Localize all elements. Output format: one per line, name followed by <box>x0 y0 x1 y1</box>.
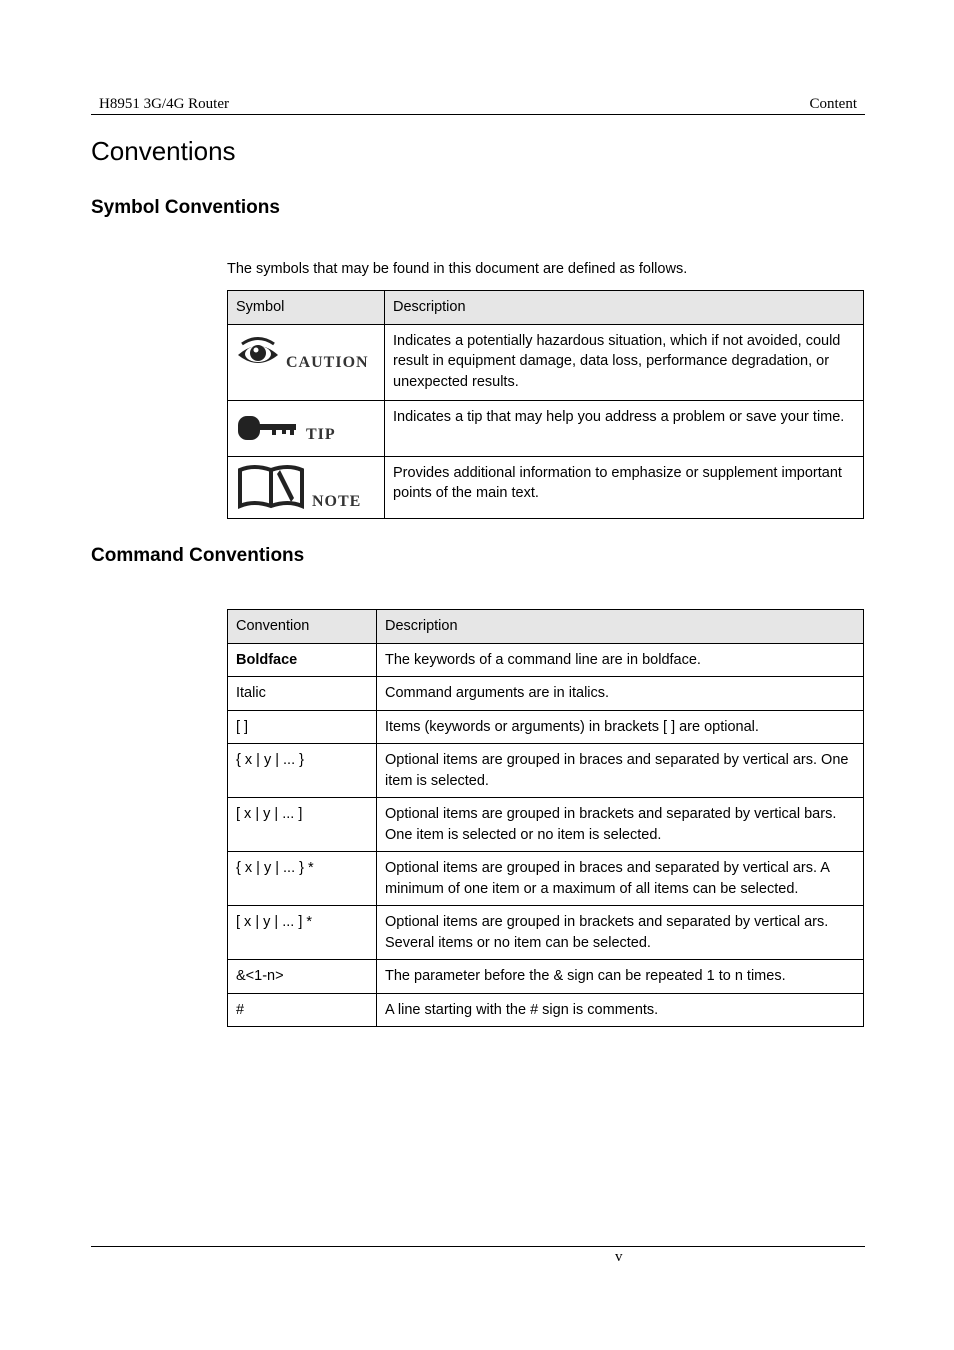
convention-cell: Italic <box>228 677 377 711</box>
table-header-row <box>228 291 864 325</box>
symbol-cell <box>228 324 385 400</box>
symbol-table <box>227 290 864 519</box>
page-footer <box>91 1246 865 1265</box>
tip-key-icon <box>236 413 300 443</box>
column-header-symbol: Symbol <box>228 291 385 325</box>
table-row <box>228 798 864 852</box>
caution-label: CAUTION <box>286 353 369 371</box>
table-row <box>228 852 864 906</box>
description-cell: The parameter before the & sign can be repeated 1 to n times. <box>377 960 864 994</box>
page-header <box>91 95 865 115</box>
note-book-icon <box>236 464 306 510</box>
symbol-description: Indicates a potentially hazardous situation, which if not avoided, could result in equipment damage, data loss, performance degradation, or unexpected results. <box>385 324 864 400</box>
page-title: Conventions <box>91 136 236 166</box>
table-row <box>228 400 864 456</box>
table-row <box>228 906 864 960</box>
header-document-title: H8951 3G/4G Router <box>99 96 229 112</box>
convention-cell: # <box>228 993 377 1027</box>
table-row <box>228 324 864 400</box>
note-label: NOTE <box>312 492 362 510</box>
table-row <box>228 960 864 994</box>
command-table <box>227 609 864 1027</box>
column-header-convention: Convention <box>228 610 377 644</box>
convention-cell: { x | y | ... } * <box>228 852 377 906</box>
symbol-conventions-heading: Symbol Conventions <box>91 197 280 218</box>
convention-cell: { x | y | ... } <box>228 744 377 798</box>
symbol-cell <box>228 456 385 518</box>
convention-cell: &<1-n> <box>228 960 377 994</box>
description-cell: Command arguments are in italics. <box>377 677 864 711</box>
convention-cell: Boldface <box>228 643 377 677</box>
command-conventions-heading: Command Conventions <box>91 545 305 566</box>
column-header-description: Description <box>385 291 864 325</box>
table-row <box>228 677 864 711</box>
symbol-description: Indicates a tip that may help you address a problem or save your time. <box>385 400 864 456</box>
header-section-name: Content <box>809 96 857 112</box>
page-number: v <box>615 1249 623 1265</box>
description-cell: Optional items are grouped in brackets and separated by vertical bars. One item is selected or no item is selected. <box>377 798 864 852</box>
column-header-description: Description <box>377 610 864 644</box>
description-cell: Optional items are grouped in braces and separated by vertical ars. One item is selected. <box>377 744 864 798</box>
table-row <box>228 993 864 1027</box>
description-cell: Items (keywords or arguments) in brackets [ ] are optional. <box>377 710 864 744</box>
tip-label: TIP <box>306 425 336 443</box>
table-row <box>228 456 864 518</box>
symbol-cell <box>228 400 385 456</box>
convention-cell: [ x | y | ... ] * <box>228 906 377 960</box>
description-cell: Optional items are grouped in braces and separated by vertical ars. A minimum of one item or a maximum of all items can be selected. <box>377 852 864 906</box>
table-row <box>228 744 864 798</box>
table-row <box>228 710 864 744</box>
convention-cell: [ ] <box>228 710 377 744</box>
table-row <box>228 643 864 677</box>
description-cell: A line starting with the # sign is comments. <box>377 993 864 1027</box>
description-cell: Optional items are grouped in brackets and separated by vertical ars. Several items or no item can be selected. <box>377 906 864 960</box>
description-cell: The keywords of a command line are in boldface. <box>377 643 864 677</box>
convention-cell: [ x | y | ... ] <box>228 798 377 852</box>
caution-eye-icon <box>236 335 280 371</box>
table-header-row <box>228 610 864 644</box>
symbol-intro-text: The symbols that may be found in this document are defined as follows. <box>227 261 688 277</box>
symbol-description: Provides additional information to emphasize or supplement important points of the main text. <box>385 456 864 518</box>
